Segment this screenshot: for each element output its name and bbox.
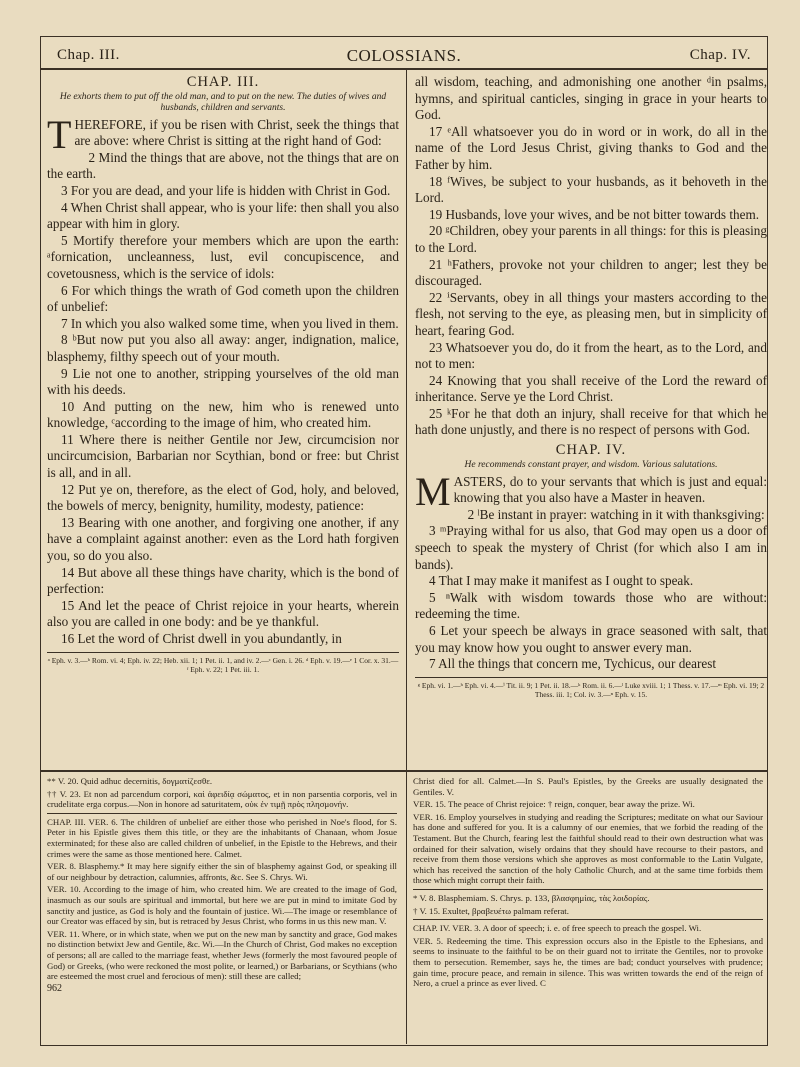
verse-4: 4 When Christ shall appear, who is your life: then shall you also appear with him in glory. (47, 199, 399, 232)
verse-24: 24 Knowing that you shall receive of the Lord the reward of inheritance. Serve ye the Lord Christ. (415, 372, 767, 405)
verse-9: 9 Lie not one to another, stripping yourselves of the old man with his deeds. (47, 365, 399, 398)
verse-21: 21 ʰFathers, provoke not your children to anger; lest they be discouraged. (415, 256, 767, 289)
verse-19: 19 Husbands, love your wives, and be not bitter towards them. (429, 206, 759, 222)
ch4-verse-1-text: ASTERS, do to your servants that which is just and equal: knowing that you also have a Master in heaven. (453, 473, 767, 506)
ch4-verse-6: 6 Let your speech be always in grace seasoned with salt, that you may know how you ought to answer every man. (415, 623, 767, 655)
note-ver-8: VER. 8. Blasphemy.* It may here signify either the sin of blasphemy against God, or speaking ill of our neighbour by detraction, calumnies, affronts, &c. See S. Chrys. Wi. (47, 861, 397, 882)
chapter-3-summary: He exhorts them to put off the old man, and to put on the new. The duties of wives and husbands, children and servants. (59, 91, 387, 113)
verse-1-text: HEREFORE, if you be risen with Christ, seek the things that are above: where Christ is sitting at the right hand of God: (74, 116, 399, 149)
note-rule (47, 813, 397, 814)
note-greek-4: † V. 15. Exultet, βραβευέτω palmam referat. (413, 905, 569, 916)
right-column (415, 74, 767, 764)
note-rule (413, 919, 763, 920)
header-right: Chap. IV. (689, 47, 751, 63)
scripture-columns (40, 70, 768, 770)
note-cont: Christ died for all. Calmet.—In S. Paul's Epistles, by the Greeks are usually designated the Gentiles. V. (413, 776, 763, 797)
verse-1 (47, 111, 399, 157)
note-ver-15: VER. 15. The peace of Christ rejoice: † reign, conquer, bear away the prize. Wi. (413, 799, 695, 810)
commentary-notes (40, 770, 768, 1046)
ch4-verse-3: 3 ᵐPraying withal for us also, that God may open us a door of speech to speak the mystery of Christ (for which also I am in bands). (415, 523, 767, 572)
cross-references-left: ᵃ Eph. v. 3.—ᵇ Rom. vi. 4; Eph. iv. 22; Heb. xii. 1; 1 Pet. ii. 1, and iv. 2.—ᶜ Gen. i. 26. ᵈ Eph. v. 19.—ᵉ 1 Cor. x. 31.—ᶠ Eph. v. 22; 1 Pet. iii. 1. (47, 652, 399, 674)
ch4-verse-2: 2 ˡBe instant in prayer: watching in it with thanksgiving: (467, 506, 765, 522)
verse-20: 20 ᵍChildren, obey your parents in all things: for this is pleasing to the Lord. (415, 223, 767, 255)
verse-15: 15 And let the peace of Christ rejoice in your hearts, wherein also you are called in one body: and be ye thankful. (47, 597, 399, 630)
note-ver-16: VER. 16. Employ yourselves in studying and reading the Scriptures; meditate on what our Saviour has done and suffered for you. It is a calumny of our enemies, that we forbid the reading of the Testament. But the Church, fearing lest the faithful should read to their own destruction what was ordained for their salvation, wisely ordains that they should have recourse to their pastors, and receive from them those versions which she approves as most conformable to the Latin Vulgate, which has received the sanction of the holy Catholic Church, and at the same time forbids them those which might corrupt their faith. (413, 811, 763, 886)
drop-cap: T (47, 111, 72, 157)
page-number: 962 (47, 982, 62, 994)
note-greek-2: †† V. 23. Et non ad parcendum corpori, καὶ ἀφειδίᾳ σώματος, et in non parsentia corporis, vel in crudelitate erga corpus.—Non in honore ad saturitatem, οὐκ ἐν τιμῇ πρὸς πλησμονήν. (47, 788, 397, 810)
header-left: Chap. III. (57, 47, 120, 63)
verse-3: 3 For you are dead, and your life is hidden with Christ in God. (61, 182, 391, 198)
note-ver-6: CHAP. III. VER. 6. The children of unbelief are either those who perished in Noe's flood, for S. Peter in his Epistle gives them this title, or they are the inhabitants of Chanaan, whom Josue exterminated; for these also are called children of unbelief, in the Epistle to the Hebrews, and their crimes were the same as those mentioned here. Calmet. (47, 816, 397, 859)
verse-6: 6 For which things the wrath of God cometh upon the children of unbelief: (47, 282, 399, 315)
note-ver-10: VER. 10. According to the image of him, who created him. We are created to the image of God, inasmuch as our souls are spiritual and immortal, but here we are put in mind to imitate God by sanctity and justice, as God is holy and the fountain of justice. Wi.—The image or resemblance of our Creator was effaced by sin, but is retraced by Jesus Christ, who forms in us this new man. V. (47, 884, 397, 927)
notes-left-column (47, 776, 397, 1042)
notes-right-column (413, 776, 763, 1042)
bible-page (40, 36, 768, 1046)
verse-18: 18 ᶠWives, be subject to your husbands, as it behoveth in the Lord. (415, 173, 767, 206)
verse-16-cont: all wisdom, teaching, and admonishing one another ᵈin psalms, hymns, and spiritual canticles, singing in grace in your hearts to God. (415, 74, 767, 123)
verse-14: 14 But above all these things have charity, which is the bond of perfection: (47, 564, 399, 597)
verse-23: 23 Whatsoever you do, do it from the heart, as to the Lord, and not to men: (415, 339, 767, 372)
drop-cap: M (415, 468, 451, 514)
verse-7: 7 In which you also walked some time, when you lived in them. (61, 315, 399, 331)
ch4-verse-7: 7 All the things that concern me, Tychicus, our dearest (429, 656, 717, 672)
verse-11: 11 Where there is neither Gentile nor Jew, circumcision nor uncircumcision, Barbarian nor Scythian, bond or free: but Christ is all, and in all. (47, 431, 399, 481)
left-column (47, 74, 399, 764)
notes-divider (406, 772, 407, 1044)
chapter-4-summary: He recommends constant prayer, and wisdom. Various salutations. (464, 459, 718, 470)
running-header (40, 36, 768, 70)
note-greek-3: * V. 8. Blasphemiam. S. Chrys. p. 133, βλασφημίας, τὰς λοιδορίας. (413, 892, 650, 903)
verse-17: 17 ᵉAll whatsoever you do in word or in work, do all in the name of the Lord Jesus Christ, giving thanks to God and the Father by him. (415, 123, 767, 172)
verse-5: 5 Mortify therefore your members which are upon the earth: ᵃfornication, uncleanness, lust, evil concupiscence, and covetousness, which is the service of idols: (47, 232, 399, 281)
verse-10: 10 And putting on the new, him who is renewed unto knowledge, ᶜaccording to the image of him, who created him. (47, 398, 399, 431)
header-title: COLOSSIANS. (346, 46, 462, 65)
verse-16: 16 Let the word of Christ dwell in you abundantly, in (61, 631, 342, 646)
verse-13: 13 Bearing with one another, and forgiving one another, if any have a complaint against another: even as the Lord hath forgiven you, so do you also. (47, 514, 399, 564)
note-ch4-ver-3: CHAP. IV. VER. 3. A door of speech; i. e. of free speech to preach the gospel. Wi. (413, 923, 702, 934)
ch4-verse-4: 4 That I may make it manifest as I ought to speak. (429, 573, 694, 589)
verse-25: 25 ᵏFor he that doth an injury, shall receive for that which he hath done unjustly, and there is no respect of persons with God. (415, 405, 767, 438)
verse-22: 22 ⁱServants, obey in all things your masters according to the flesh, not serving to the eye, as pleasing men, but in simplicity of heart, fearing God. (415, 289, 767, 338)
note-rule (413, 889, 763, 890)
ch4-verse-5: 5 ⁿWalk with wisdom towards those who are without: redeeming the time. (415, 589, 767, 622)
cross-references-right: ᵍ Eph. vi. 1.—ʰ Eph. vi. 4.—ⁱ Tit. ii. 9; 1 Pet. ii. 18.—ᵏ Rom. ii. 6.—ˡ Luke xviii. 1; 1 Thess. v. 17.—ᵐ Eph. vi. 19; 2 Thess. iii. 1; Col. iv. 3.—ⁿ Eph. v. 15. (415, 677, 767, 699)
note-ver-11: VER. 11. Where, or in which state, when we put on the new man by sanctity and grace, God makes no distinction betwixt Jew and Gentile, &c. Wi.—In the Church of Christ, God makes no exception of persons; all are called to the marriage feast, whether Jews (formerly the most favoured people of God) or Greeks, (who were reckoned the most polite, or learned,) or Barbarians, or Scythians (who are esteemed the most cruel and ferocious of men): still these are called; (47, 928, 397, 982)
verse-8: 8 ᵇBut now put you also all away: anger, indignation, malice, blasphemy, filthy speech out of your mouth. (47, 332, 399, 364)
note-greek-1: ** V. 20. Quid adhuc decernitis, δογματίζεσθε. (47, 776, 213, 786)
column-divider (406, 70, 407, 770)
chapter-4-title: CHAP. IV. (555, 442, 627, 459)
note-ch4-ver-5: VER. 5. Redeeming the time. This expression occurs also in the Epistle to the Ephesians, and seems to insinuate to the faithful to be on their guard not to irritate the Gentiles, nor to provoke them to persecution. Remember, says he, the times are bad; conduct yourselves with prudence; gain time, procure peace, and remain in silence. This was written towards the end of the reign of Nero, a cruel a prince as ever lived. C (413, 935, 763, 989)
verse-2: 2 Mind the things that are above, not the things that are on the earth. (47, 149, 399, 182)
verse-12: 12 Put ye on, therefore, as the elect of God, holy, and beloved, the bowels of mercy, benignity, humility, modesty, patience: (47, 481, 399, 514)
chapter-3-title: CHAP. III. (186, 74, 260, 90)
